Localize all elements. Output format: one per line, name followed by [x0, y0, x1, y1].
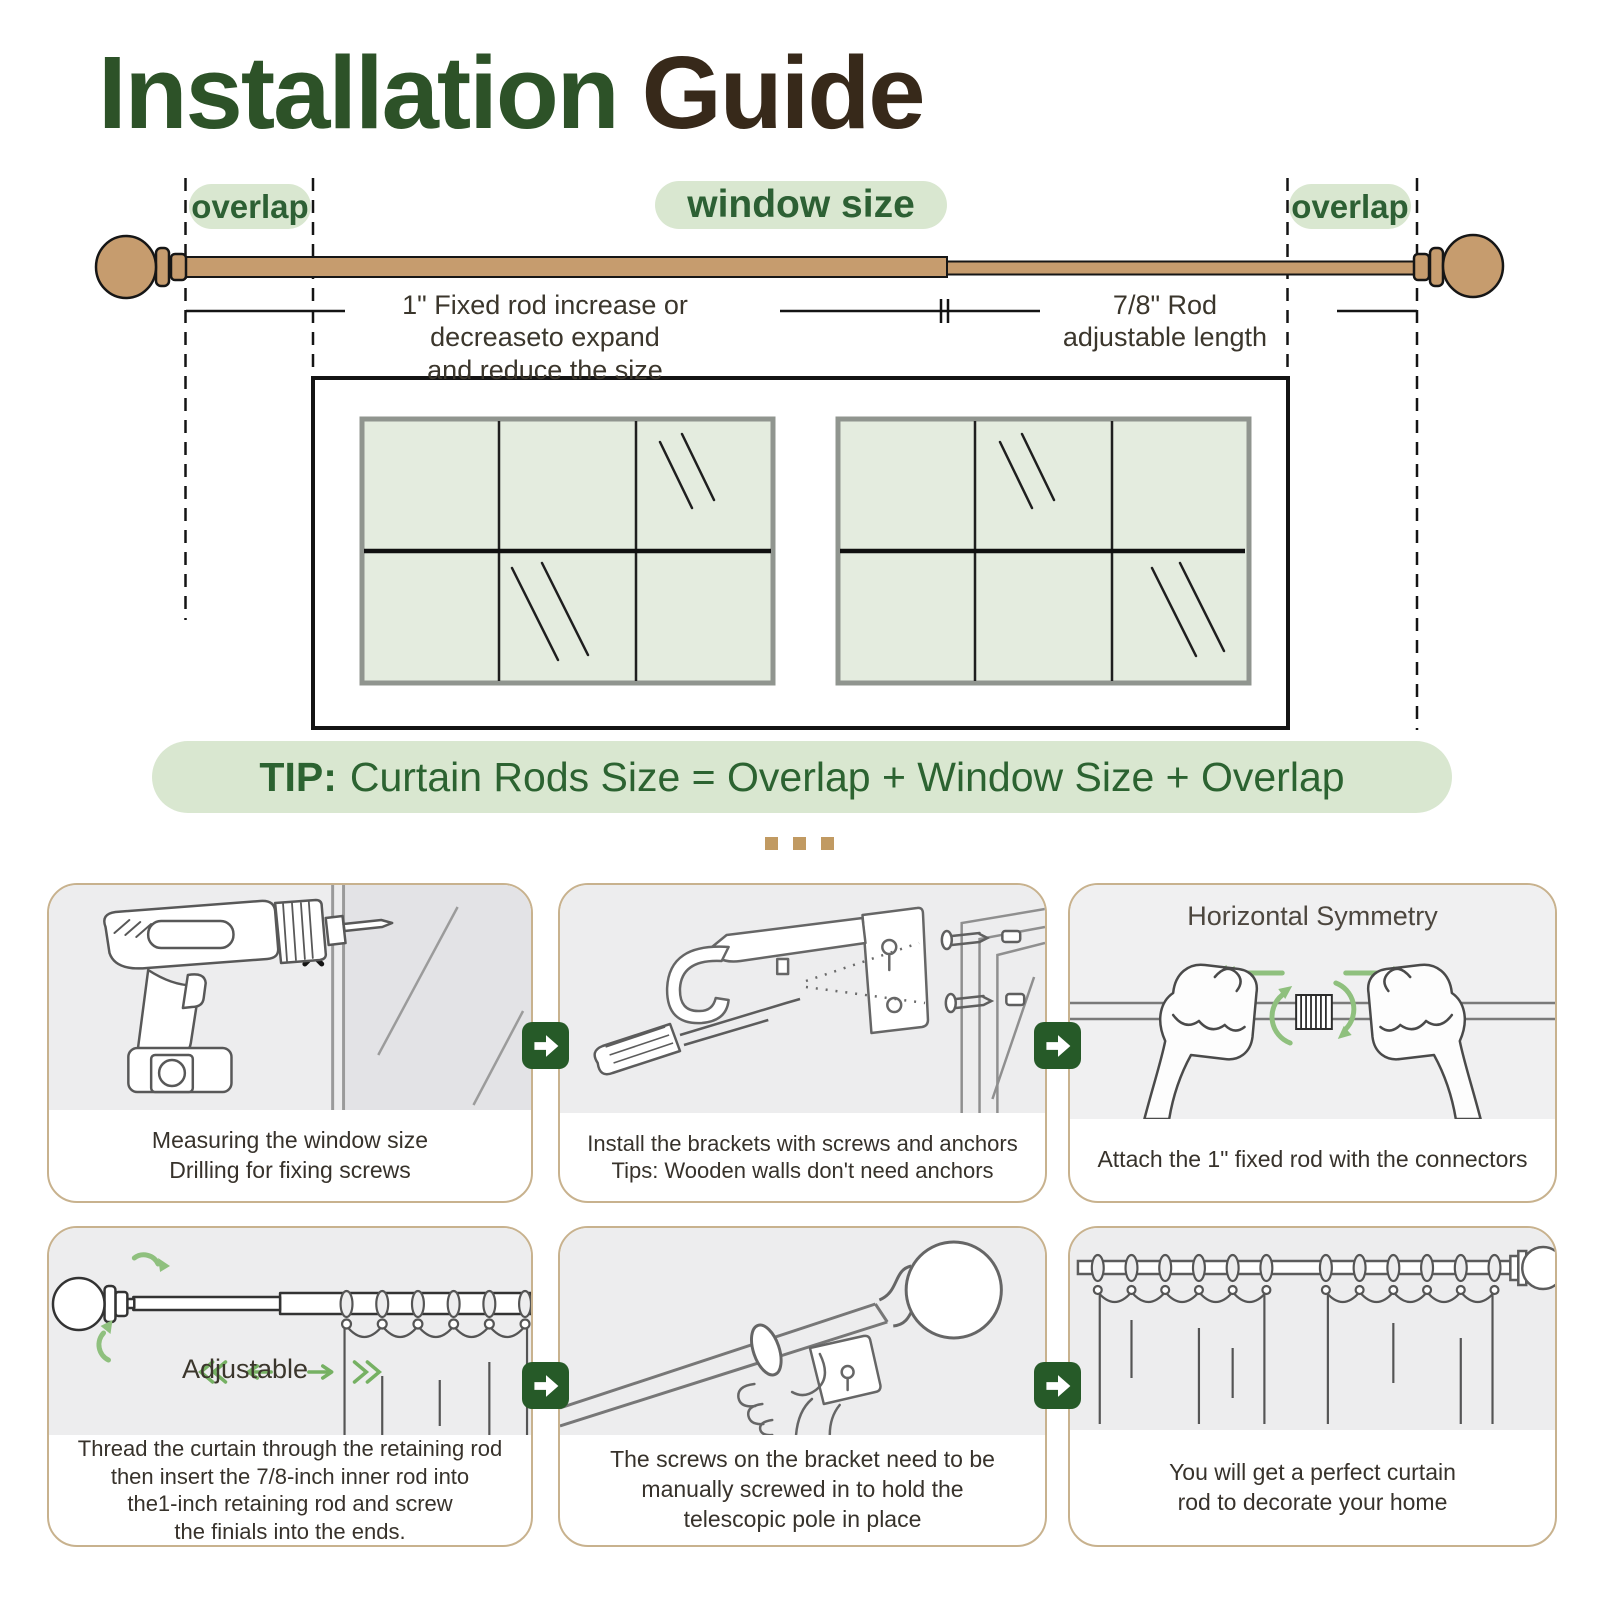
- right-window-graphic: [838, 419, 1249, 683]
- step-caption-line: Tips: Wooden walls don't need anchors: [611, 1158, 994, 1183]
- step-caption: [1070, 1119, 1555, 1201]
- rod-connector: [1296, 995, 1332, 1029]
- screws-and-anchors: [942, 931, 1024, 1012]
- left-hand-icon: [1144, 965, 1256, 1119]
- left-window-graphic: [362, 419, 773, 683]
- fixed-rod-note-line: and reduce the size: [427, 354, 663, 385]
- fixed-rod-note-line: decreaseto expand: [430, 322, 660, 353]
- step-caption-line: Drilling for fixing screws: [169, 1156, 411, 1183]
- tip-banner: [152, 741, 1452, 813]
- dot-icon: [821, 837, 834, 850]
- step-panel-3: [1068, 883, 1557, 1203]
- step1-image: [49, 885, 531, 1110]
- step5-image: [560, 1228, 1045, 1435]
- dot-icon: [765, 837, 778, 850]
- step-caption-line: telescopic pole in place: [683, 1505, 922, 1532]
- curtain-left-panel: [1098, 1292, 1267, 1424]
- page-title: [98, 34, 924, 152]
- adjustable-rod-note: [1035, 289, 1295, 354]
- page-title-installation: Installation: [98, 35, 618, 150]
- dot-icon: [793, 837, 806, 850]
- bracket-cuff: [746, 1321, 787, 1379]
- step-caption: [1070, 1430, 1555, 1545]
- tip-prefix: TIP:: [259, 753, 337, 800]
- next-step-arrow-icon: [1034, 1022, 1081, 1069]
- tip-text: Curtain Rods Size = Overlap + Window Size + Overlap: [349, 753, 1345, 800]
- step-caption: [49, 1110, 531, 1201]
- left-finial-icon: [96, 236, 186, 298]
- horizontal-symmetry-label: Horizontal Symmetry: [1187, 901, 1438, 931]
- page-title-guide: Guide: [641, 35, 924, 150]
- adjustable-rod-illustration: [49, 1228, 531, 1435]
- rod-measurement-diagram: [0, 170, 1600, 740]
- step-caption-line: Attach the 1" fixed rod with the connectors: [1097, 1146, 1528, 1173]
- step-panel-2: [558, 883, 1047, 1203]
- step2-image: [560, 885, 1045, 1113]
- overlap-left-label: overlap: [189, 184, 311, 229]
- step-caption: [49, 1435, 531, 1545]
- fixed-rod-note-line: 1" Fixed rod increase or: [402, 290, 688, 320]
- step3-image: [1070, 885, 1555, 1119]
- drill-illustration: [49, 885, 531, 1110]
- step-caption-line: You will get a perfect curtain: [1169, 1458, 1456, 1485]
- bracket-install-illustration: [560, 885, 1045, 1113]
- step-caption-line: The screws on the bracket need to be: [610, 1446, 995, 1473]
- step-caption-line: manually screwed in to hold the: [641, 1476, 964, 1503]
- adjustable-rod-note-line: 7/8" Rod: [1112, 290, 1218, 320]
- separator-dots: [765, 837, 834, 850]
- step-caption-line: Measuring the window size: [151, 1126, 429, 1153]
- step-caption-line: Thread the curtain through the retaining rod: [77, 1436, 503, 1461]
- step-caption-line: Install the brackets with screws and anchors: [587, 1130, 1018, 1156]
- step-panel-4: [47, 1226, 533, 1547]
- rod-with-finial: [1078, 1247, 1555, 1289]
- finished-curtain-illustration: [1070, 1228, 1555, 1430]
- right-finial-icon: [1414, 235, 1503, 297]
- adjustable-label: Adjustable: [181, 1354, 309, 1384]
- step-caption-line: the1-inch retaining rod and screw: [127, 1491, 453, 1516]
- adjustable-rod-note-line: adjustable length: [1062, 322, 1268, 353]
- step-caption: [560, 1435, 1045, 1545]
- curtain-right-panel: [1326, 1292, 1495, 1424]
- step-panel-6: [1068, 1226, 1557, 1547]
- right-hand-icon: [1368, 965, 1480, 1119]
- rod-thin-section: [947, 262, 1414, 275]
- bracket-icon: [667, 908, 928, 1033]
- overlap-right-label: overlap: [1289, 184, 1411, 229]
- step-caption-line: the finials into the ends.: [174, 1518, 406, 1544]
- next-step-arrow-icon: [522, 1362, 569, 1409]
- step4-image: [49, 1228, 531, 1435]
- rod-thick-section: [186, 257, 947, 277]
- next-step-arrow-icon: [1034, 1362, 1081, 1409]
- bracket-screw-illustration: [560, 1228, 1045, 1435]
- step-panel-5: [558, 1226, 1047, 1547]
- step-caption: [560, 1113, 1045, 1201]
- finial-ball-icon: [879, 1242, 1001, 1338]
- next-step-arrow-icon: [522, 1022, 569, 1069]
- step6-image: [1070, 1228, 1555, 1430]
- fixed-rod-note: [345, 289, 745, 386]
- step-caption-line: then insert the 7/8-inch inner rod into: [110, 1463, 470, 1489]
- window-size-label: window size: [655, 181, 947, 229]
- step-panel-1: [47, 883, 533, 1203]
- step-caption-line: rod to decorate your home: [1177, 1488, 1448, 1515]
